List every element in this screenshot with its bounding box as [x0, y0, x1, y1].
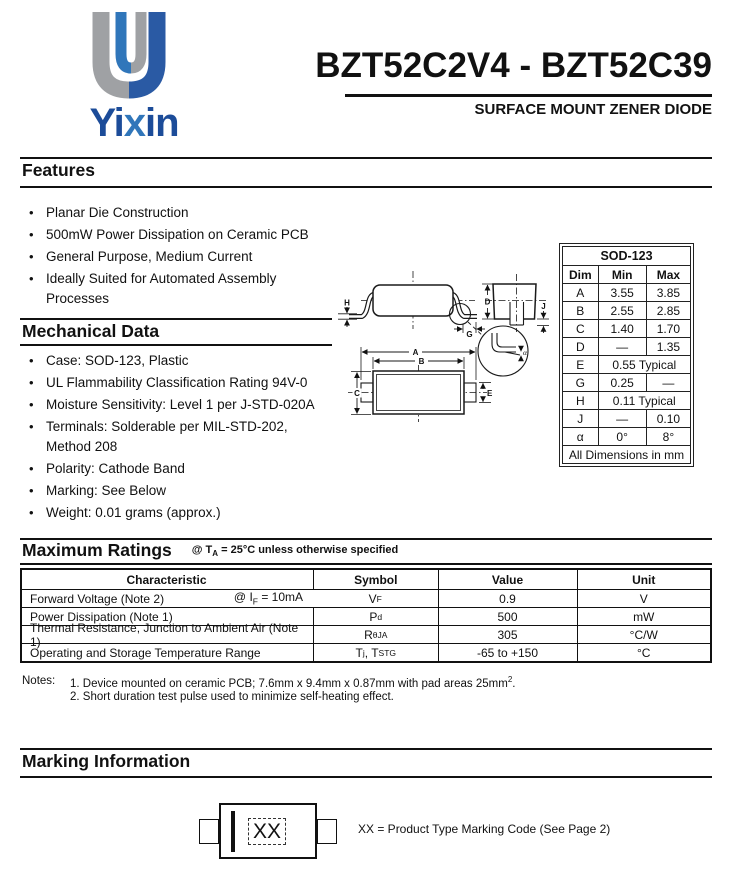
- dim-label-g: G: [466, 330, 473, 339]
- note-1: 1. Device mounted on ceramic PCB; 7.6mm x 9.4mm x 0.87mm with pad areas $25mm^2$.: [70, 675, 516, 690]
- table-row: α 0° 8°: [563, 427, 690, 445]
- divider: [20, 186, 712, 188]
- notes-label: Notes:: [22, 675, 56, 687]
- table-row: E 0.55 Typical: [563, 355, 690, 373]
- table-row: C 1.40 1.70: [563, 319, 690, 337]
- table-row: B 2.55 2.85: [563, 301, 690, 319]
- list-item: • 500mW Power Dissipation on Ceramic PCB: [27, 225, 332, 245]
- mechanical-list: [27, 351, 327, 525]
- list-item: • General Purpose, Medium Current: [27, 247, 332, 267]
- note-2: 2. Short duration test pulse used to minimize self-heating effect.: [70, 691, 394, 703]
- marking-heading: Marking Information: [22, 751, 191, 771]
- list-item: • UL Flammability Classification Rating 94V-0: [27, 373, 327, 393]
- table-row: G 0.25 —: [563, 373, 690, 391]
- package-outline-drawing: [335, 262, 560, 455]
- list-item: • Terminals: Solderable per MIL-STD-202, Method 208: [27, 417, 327, 457]
- dim-label-a: A: [412, 348, 419, 357]
- divider: [20, 748, 712, 750]
- divider: [20, 776, 712, 778]
- marking-legend: XX = Product Type Marking Code (See Page 2): [358, 822, 611, 836]
- list-item: • Marking: See Below: [27, 481, 327, 501]
- dim-label-d: D: [484, 297, 491, 307]
- ratings-header-row: Characteristic Symbol Value Unit: [22, 570, 710, 589]
- max-ratings-heading: Maximum Ratings @ $T_A = 25^\circ C$ unless otherwise specified: [22, 540, 399, 560]
- title-rule: [345, 94, 712, 97]
- logo-u-icon: [85, 12, 173, 104]
- list-item: • Polarity: Cathode Band: [27, 459, 327, 479]
- table-row: Power Dissipation (Note 1) P d 500 mW: [22, 607, 710, 625]
- table-row: Forward Voltage (Note 2) @ $I_F = 10mA$ V F 0.9 V: [22, 589, 710, 607]
- dim-label-j: J: [541, 302, 546, 311]
- list-item: • Ideally Suited for Automated Assembly Processes: [27, 269, 332, 309]
- marking-code-box: XX: [248, 818, 286, 845]
- dim-label-e: E: [487, 389, 493, 398]
- table-row: D — 1.35: [563, 337, 690, 355]
- ratings-condition: @ $T_A = 25^\circ C$ unless otherwise specified: [191, 544, 399, 559]
- table-row: H 0.11 Typical: [563, 391, 690, 409]
- dimension-table: [559, 243, 694, 467]
- divider: [20, 157, 712, 159]
- list-item: • Moisture Sensitivity: Level 1 per J-STD-020A: [27, 395, 327, 415]
- divider: [20, 318, 332, 320]
- package-right-lead: [317, 819, 337, 844]
- dimension-table-title: SOD-123: [600, 249, 653, 263]
- list-item: • Planar Die Construction: [27, 203, 332, 223]
- brand-logo: [85, 12, 173, 109]
- dimension-table-header: Dim Min Max: [563, 265, 690, 283]
- max-ratings-table: [20, 568, 712, 663]
- list-item: • Case: SOD-123, Plastic: [27, 351, 327, 371]
- dim-label-c: C: [354, 389, 360, 398]
- divider: [20, 563, 712, 565]
- mechanical-heading: Mechanical Data: [22, 321, 160, 341]
- dim-label-b: B: [418, 357, 425, 366]
- package-left-lead: [199, 819, 219, 844]
- dimension-table-footer: All Dimensions in mm: [563, 445, 690, 463]
- features-list: [27, 203, 332, 311]
- divider: [20, 344, 332, 346]
- dim-label-h: H: [344, 298, 350, 308]
- table-row: J — 0.10: [563, 409, 690, 427]
- page-title: BZT52C2V4 - BZT52C39: [315, 46, 712, 85]
- table-row: Thermal Resistance, Junction to Ambient Air (Note 1) R θJA 305 °C/W: [22, 625, 710, 643]
- list-item: • Weight: 0.01 grams (approx.): [27, 503, 327, 523]
- table-row: Operating and Storage Temperature Range T j , T STG -65 to +150 °C: [22, 643, 710, 661]
- page-subtitle: SURFACE MOUNT ZENER DIODE: [474, 101, 712, 118]
- test-condition: @ $I_F = 10mA$: [233, 590, 304, 607]
- dim-label-alpha: α: [523, 348, 527, 357]
- brand-name: Yixin: [89, 101, 179, 145]
- features-heading: Features: [22, 160, 95, 180]
- cathode-band: [231, 811, 235, 852]
- table-row: A 3.55 3.85: [563, 283, 690, 301]
